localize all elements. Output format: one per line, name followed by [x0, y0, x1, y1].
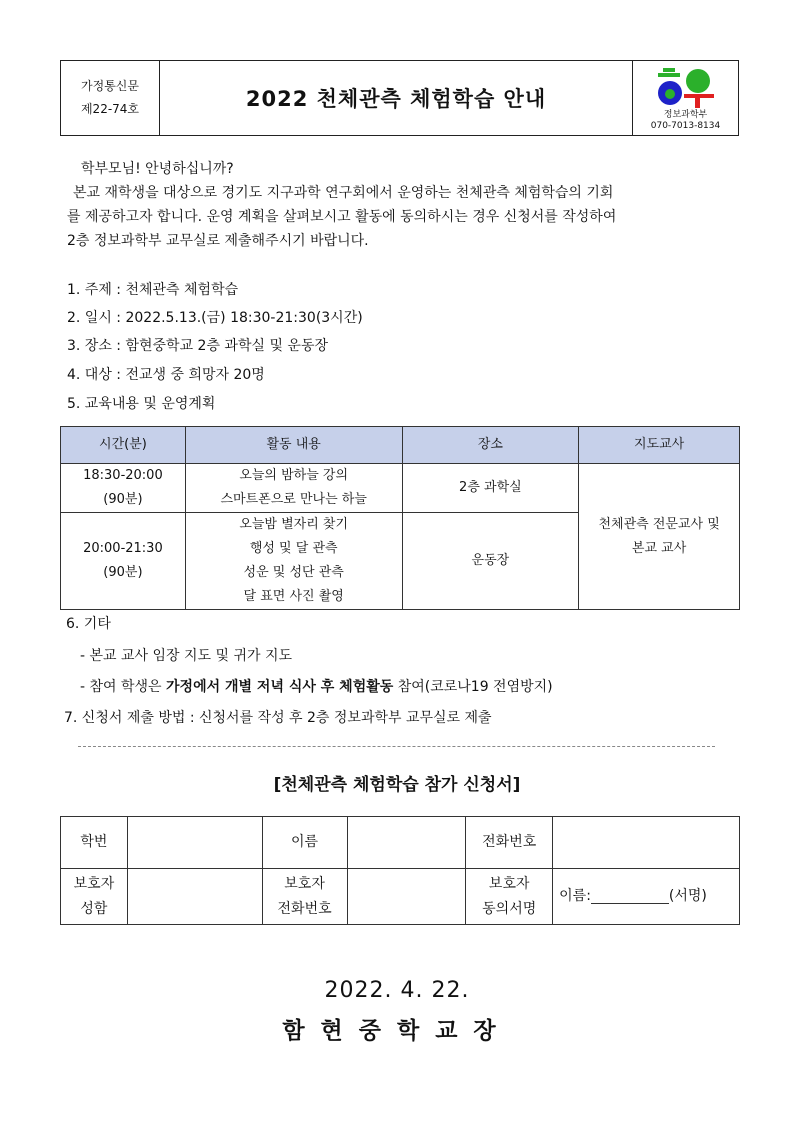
row1-activity: 오늘의 밤하늘 강의 스마트폰으로 만나는 하늘: [185, 464, 402, 513]
item-place: 3. 장소 : 함현중학교 2층 과학실 및 운동장: [67, 338, 328, 354]
header-time: 시간(분): [61, 427, 186, 464]
school-logo-icon: [657, 67, 715, 109]
etc-title: 6. 기타: [66, 616, 111, 632]
row1-time: 18:30-20:00 (90분): [61, 464, 186, 513]
label-guardian-consent: 보호자 동의서명: [466, 869, 553, 925]
document-title: 2022 천체관측 체험학습 안내: [245, 87, 547, 111]
table-row: [61, 817, 740, 869]
greeting: 학부모님! 안녕하십니까?: [81, 161, 234, 177]
signature-line[interactable]: [591, 889, 669, 904]
label-phone: 전화번호: [466, 817, 553, 869]
name-field[interactable]: [347, 817, 466, 869]
intro-line-2: 를 제공하고자 합니다. 운영 계획을 살펴보시고 활동에 동의하시는 경우 신청서를 작성하여: [67, 209, 617, 225]
plan-table-header-row: [61, 427, 740, 464]
school-principal: 함현중학교장: [282, 1018, 512, 1044]
label-name: 이름: [262, 817, 347, 869]
submit-method: 7. 신청서 제출 방법 : 신청서를 작성 후 2층 정보과학부 교무실로 제출: [64, 710, 492, 726]
notice-number: 제22-74호: [80, 102, 140, 116]
item-date: 2. 일시 : 2022.5.13.(금) 18:30-21:30(3시간): [67, 310, 363, 326]
form-title: [천체관측 체험학습 참가 신청서]: [273, 775, 521, 795]
application-form-table: [60, 816, 740, 925]
plan-table: [60, 426, 740, 610]
signature-field[interactable]: [553, 869, 740, 925]
label-guardian-phone: 보호자 전화번호: [262, 869, 347, 925]
school-logo-box: [632, 61, 738, 135]
etc-line-2-emphasis: 가정에서 개별 저녁 식사 후 체험활동: [166, 679, 394, 695]
notice-label: 가정통신문: [81, 79, 139, 93]
notice-number-box: [61, 61, 160, 135]
label-student-no: 학번: [61, 817, 128, 869]
header-place: 장소: [402, 427, 579, 464]
item-target: 4. 대상 : 전교생 중 희망자 20명: [67, 367, 265, 383]
item-plan: 5. 교육내용 및 운영계획: [67, 396, 216, 412]
student-no-field[interactable]: [127, 817, 262, 869]
phone-field[interactable]: [553, 817, 740, 869]
label-guardian-name: 보호자 성함: [61, 869, 128, 925]
row2-activity: 오늘밤 별자리 찾기 행성 및 달 관측 성운 및 성단 관측 달 표면 사진 촬영: [185, 513, 402, 610]
intro-line-1: 본교 재학생을 대상으로 경기도 지구과학 연구회에서 운영하는 천체관측 체험학습의 기회: [73, 185, 614, 201]
header-teacher: 지도교사: [579, 427, 740, 464]
department-name: 정보과학부: [663, 110, 708, 120]
document-header: [60, 60, 739, 136]
row2-time: 20:00-21:30 (90분): [61, 513, 186, 610]
signature-suffix: (서명): [668, 888, 707, 904]
row1-place: 2층 과학실: [402, 464, 579, 513]
row2-place: 운동장: [402, 513, 579, 610]
cut-line: [78, 746, 715, 747]
table-row: [61, 464, 740, 513]
teacher-cell: 천체관측 전문교사 및 본교 교사: [579, 464, 740, 610]
guardian-name-field[interactable]: [127, 869, 262, 925]
intro-line-3: 2층 정보과학부 교무실로 제출해주시기 바랍니다.: [67, 233, 369, 249]
signature-label: 이름:: [559, 888, 591, 904]
department-phone: 070-7013-8134: [650, 121, 721, 131]
table-row: [61, 869, 740, 925]
issue-date: 2022. 4. 22.: [324, 978, 470, 1003]
etc-line-1: - 본교 교사 임장 지도 및 귀가 지도: [80, 648, 293, 664]
guardian-phone-field[interactable]: [347, 869, 466, 925]
etc-line-2: - 참여 학생은 가정에서 개별 저녁 식사 후 체험활동 참여(코로나19 전염방지): [80, 679, 553, 695]
header-activity: 활동 내용: [185, 427, 402, 464]
item-topic: 1. 주제 : 천체관측 체험학습: [67, 282, 239, 298]
